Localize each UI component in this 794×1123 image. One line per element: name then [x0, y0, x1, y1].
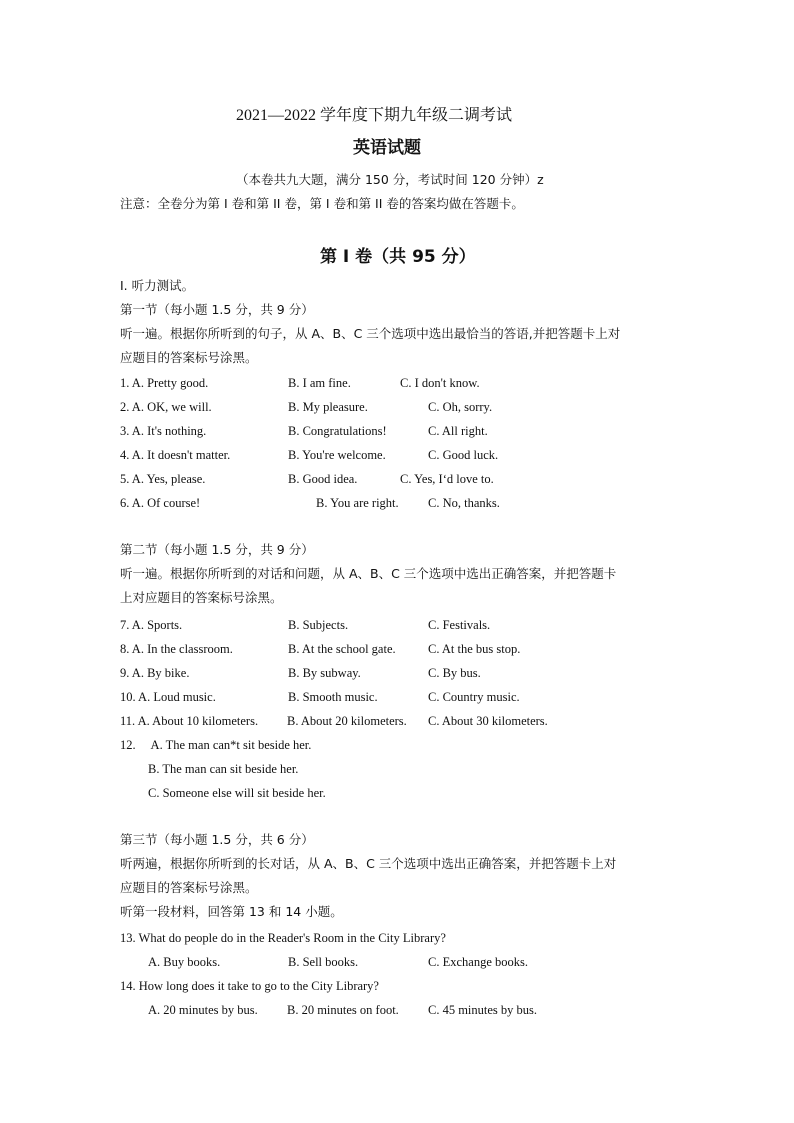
- q13-option-b: B. Sell books.: [288, 955, 359, 969]
- q11-option-c: C. About 30 kilometers.: [428, 714, 548, 728]
- section-title-listening: I. 听力测试。: [120, 278, 195, 293]
- q11-option-b: B. About 20 kilometers.: [287, 714, 407, 728]
- section2-instruction: 听一遍。根据你所听到的对话和问题，从 A、B、C 三个选项中选出正确答案，并把答题卡: [120, 566, 617, 581]
- q10-option-c: C. Country music.: [428, 690, 520, 704]
- section3-title: 第三节（每小题 1.5 分，共 6 分）: [120, 832, 314, 847]
- q5-option-b: B. Good idea.: [288, 472, 358, 486]
- q9-option-c: C. By bus.: [428, 666, 481, 680]
- q1-option-a: 1. A. Pretty good.: [120, 376, 209, 390]
- part-heading: 第 I 卷（共 95 分）: [320, 247, 476, 267]
- q3-option-a: 3. A. It's nothing.: [120, 424, 207, 438]
- section3-instruction-cont: 应题目的答案标号涂黑。: [120, 880, 258, 895]
- q13-option-c: C. Exchange books.: [428, 955, 528, 969]
- q2-option-c: C. Oh, sorry.: [428, 400, 493, 414]
- subject-title: 英语试题: [353, 138, 421, 158]
- q2-option-a: 2. A. OK, we will.: [120, 400, 212, 414]
- q6-option-c: C. No, thanks.: [428, 496, 500, 510]
- q4-option-b: B. You're welcome.: [288, 448, 386, 462]
- section1-instruction: 听一遍。根据你所听到的句子，从 A、B、C 三个选项中选出最恰当的答语,并把答题卡上对: [120, 326, 621, 341]
- q4-option-c: C. Good luck.: [428, 448, 499, 462]
- section2-instruction-cont: 上对应题目的答案标号涂黑。: [120, 590, 283, 605]
- exam-year: 2021—2022: [236, 107, 316, 124]
- q4-option-a: 4. A. It doesn't matter.: [120, 448, 231, 462]
- q2-option-b: B. My pleasure.: [288, 400, 368, 414]
- section3-instruction: 听两遍，根据你所听到的长对话，从 A、B、C 三个选项中选出正确答案，并把答题卡上对: [120, 856, 617, 871]
- q14-option-c: C. 45 minutes by bus.: [428, 1003, 538, 1017]
- q6-option-b: B. You are right.: [316, 496, 399, 510]
- q8-option-a: 8. A. In the classroom.: [120, 642, 233, 656]
- q14-option-b: B. 20 minutes on foot.: [287, 1003, 399, 1017]
- section1-instruction-cont: 应题目的答案标号涂黑。: [120, 350, 258, 365]
- q12-option-c: C. Someone else will sit beside her.: [148, 786, 326, 800]
- q14-option-a: A. 20 minutes by bus.: [148, 1003, 258, 1017]
- q3-option-c: C. All right.: [428, 424, 488, 438]
- section1-title: 第一节（每小题 1.5 分，共 9 分）: [120, 302, 314, 317]
- q9-option-a: 9. A. By bike.: [120, 666, 190, 680]
- q13-stem: 13. What do people do in the Reader's Room in the City Library?: [120, 931, 446, 945]
- exam-notice: 注意：全卷分为第 I 卷和第 II 卷，第 I 卷和第 II 卷的答案均做在答题卡。: [120, 196, 524, 211]
- q7-option-c: C. Festivals.: [428, 618, 491, 632]
- q5-option-c: C. Yes, I‘d love to.: [400, 472, 494, 486]
- exam-title: [236, 102, 512, 125]
- q12-option-a: 12. A. The man can*t sit beside her.: [120, 738, 312, 752]
- q13-option-a: A. Buy books.: [148, 955, 221, 969]
- q3-option-b: B. Congratulations!: [288, 424, 387, 438]
- q8-option-c: C. At the bus stop.: [428, 642, 521, 656]
- q7-option-a: 7. A. Sports.: [120, 618, 183, 632]
- exam-info: （本卷共九大题，满分 150 分，考试时间 120 分钟）z: [236, 172, 544, 187]
- q6-option-a: 6. A. Of course!: [120, 496, 201, 510]
- q11-option-a: 11. A. About 10 kilometers.: [120, 714, 259, 728]
- exam-title-text: 学年度下期九年级二调考试: [320, 105, 513, 124]
- q7-option-b: B. Subjects.: [288, 618, 349, 632]
- q10-option-b: B. Smooth music.: [288, 690, 378, 704]
- q5-option-a: 5. A. Yes, please.: [120, 472, 206, 486]
- q9-option-b: B. By subway.: [288, 666, 361, 680]
- q14-stem: 14. How long does it take to go to the City Library?: [120, 979, 379, 993]
- q12-option-b: B. The man can sit beside her.: [148, 762, 299, 776]
- section3-material-note: 听第一段材料，回答第 13 和 14 小题。: [120, 904, 343, 919]
- q8-option-b: B. At the school gate.: [288, 642, 396, 656]
- q10-option-a: 10. A. Loud music.: [120, 690, 216, 704]
- section2-title: 第二节（每小题 1.5 分，共 9 分）: [120, 542, 314, 557]
- q1-option-c: C. I don't know.: [400, 376, 480, 390]
- q1-option-b: B. I am fine.: [288, 376, 351, 390]
